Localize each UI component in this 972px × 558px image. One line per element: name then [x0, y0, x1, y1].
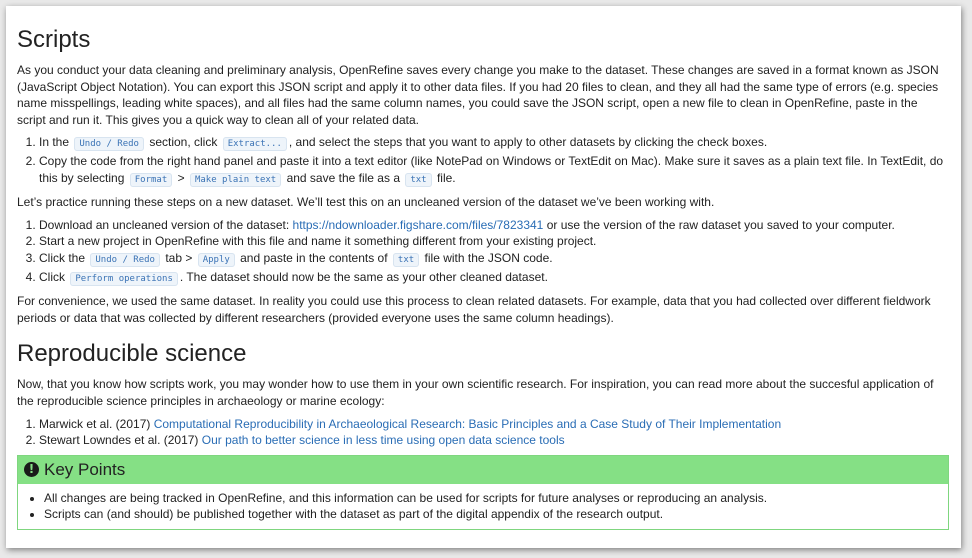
practice-steps-list [17, 217, 949, 287]
list-item [39, 269, 949, 288]
reference-authors: Stewart Lowndes et al. (2017) [39, 433, 199, 448]
lesson-page [6, 6, 961, 548]
step-text: , and select the steps that you want to apply to other datasets by clicking the check boxes. [288, 135, 768, 150]
step-text: section, click [149, 135, 218, 150]
step-text: . The dataset should now be the same as your other cleaned dataset. [179, 269, 548, 284]
list-item [39, 416, 949, 433]
reference-link[interactable]: Computational Reproducibility in Archaeological Research: Basic Principles and a Case Study of Their Implementation [153, 416, 782, 431]
key-points-title: Key Points [44, 459, 126, 479]
extract-steps-list [17, 134, 949, 188]
reproducible-intro: Now, that you know how scripts work, you may wonder how to use them in your own scientific research. For inspiration, you can read more about the succesful application of the reproducible science principles in archaeology or marine ecology: [17, 377, 934, 408]
key-points-box [17, 455, 949, 530]
txt-code: txt [393, 253, 419, 267]
step-text: file with the JSON code. [424, 250, 553, 265]
step-text: and save the file as a [286, 170, 400, 185]
list-item [39, 250, 949, 269]
list-item [39, 432, 949, 449]
undo-redo-code: Undo / Redo [74, 137, 144, 151]
step-text: Click [39, 269, 65, 284]
list-item [39, 134, 949, 153]
txt-code: txt [405, 173, 431, 187]
key-points-header [18, 456, 948, 484]
convenience-paragraph: For convenience, we used the same dataset. In reality you could use this process to clean related datasets. For example, data that you had collected over different fieldwork periods or data that was collected by different researchers (provided everyone uses the same column headings). [17, 294, 931, 325]
format-code: Format [130, 173, 173, 187]
dataset-download-link[interactable]: https://ndownloader.figshare.com/files/7823341 [292, 217, 544, 232]
list-item: • All changes are being tracked in OpenRefine, and this information can be used for scripts for future analyses or reproducing an analysis. [44, 490, 942, 507]
key-points-list [22, 490, 942, 523]
step-text: Copy the code from the right hand panel and paste it into a text editor (like NotePad on Windows or TextEdit on Mac). Make sure it saves as a plain text file. In TextEdit, do this by selecting [39, 153, 944, 185]
scripts-intro: As you conduct your data cleaning and preliminary analysis, OpenRefine saves every change you make to the dataset. These changes are saved in a format known as JSON (JavaScript Object Notation). You can export this JSON script and apply it to other data files. If you had 20 files to clean, and they all had the same type of errors (e.g. species name misspellings, leading white spaces), and all files had the same column names, you could save the JSON script, open a new file to clean in OpenRefine, paste in the script and run it. This gives you a quick way to clean all of your related data. [17, 63, 939, 127]
perform-operations-code: Perform operations [70, 272, 178, 286]
separator-text: > [177, 170, 185, 185]
key-points-body [18, 484, 948, 529]
step-text: In the [39, 135, 70, 150]
list-item: 2. Start a new project in OpenRefine with this file and name it something different from your existing project. [39, 233, 949, 250]
list-item [39, 217, 949, 234]
practice-paragraph: Let’s practice running these steps on a new dataset. We’ll test this on an uncleaned version of the dataset we’ve been working with. [17, 195, 715, 210]
list-item: • Scripts can (and should) be published together with the dataset as part of the digital appendix of the research output. [44, 506, 942, 523]
exclamation-circle-icon: ! [24, 462, 39, 477]
step-text: tab > [165, 250, 193, 265]
step-text: or use the version of the raw dataset you saved to your computer. [546, 217, 895, 232]
scripts-heading: Scripts [17, 26, 91, 53]
apply-code: Apply [198, 253, 235, 267]
reference-link[interactable]: Our path to better science in less time using open data science tools [201, 433, 565, 448]
undo-redo-code: Undo / Redo [90, 253, 160, 267]
step-text: Download an uncleaned version of the dataset: [39, 217, 290, 232]
reference-authors: Marwick et al. (2017) [39, 416, 151, 431]
reproducible-science-heading: Reproducible science [17, 340, 247, 368]
make-plain-text-code: Make plain text [190, 173, 281, 187]
extract-code: Extract... [223, 137, 287, 151]
step-text: and paste in the contents of [240, 250, 388, 265]
references-list [17, 416, 949, 449]
step-text: Click the [39, 250, 86, 265]
list-item [39, 153, 949, 188]
step-text: file. [436, 170, 456, 185]
